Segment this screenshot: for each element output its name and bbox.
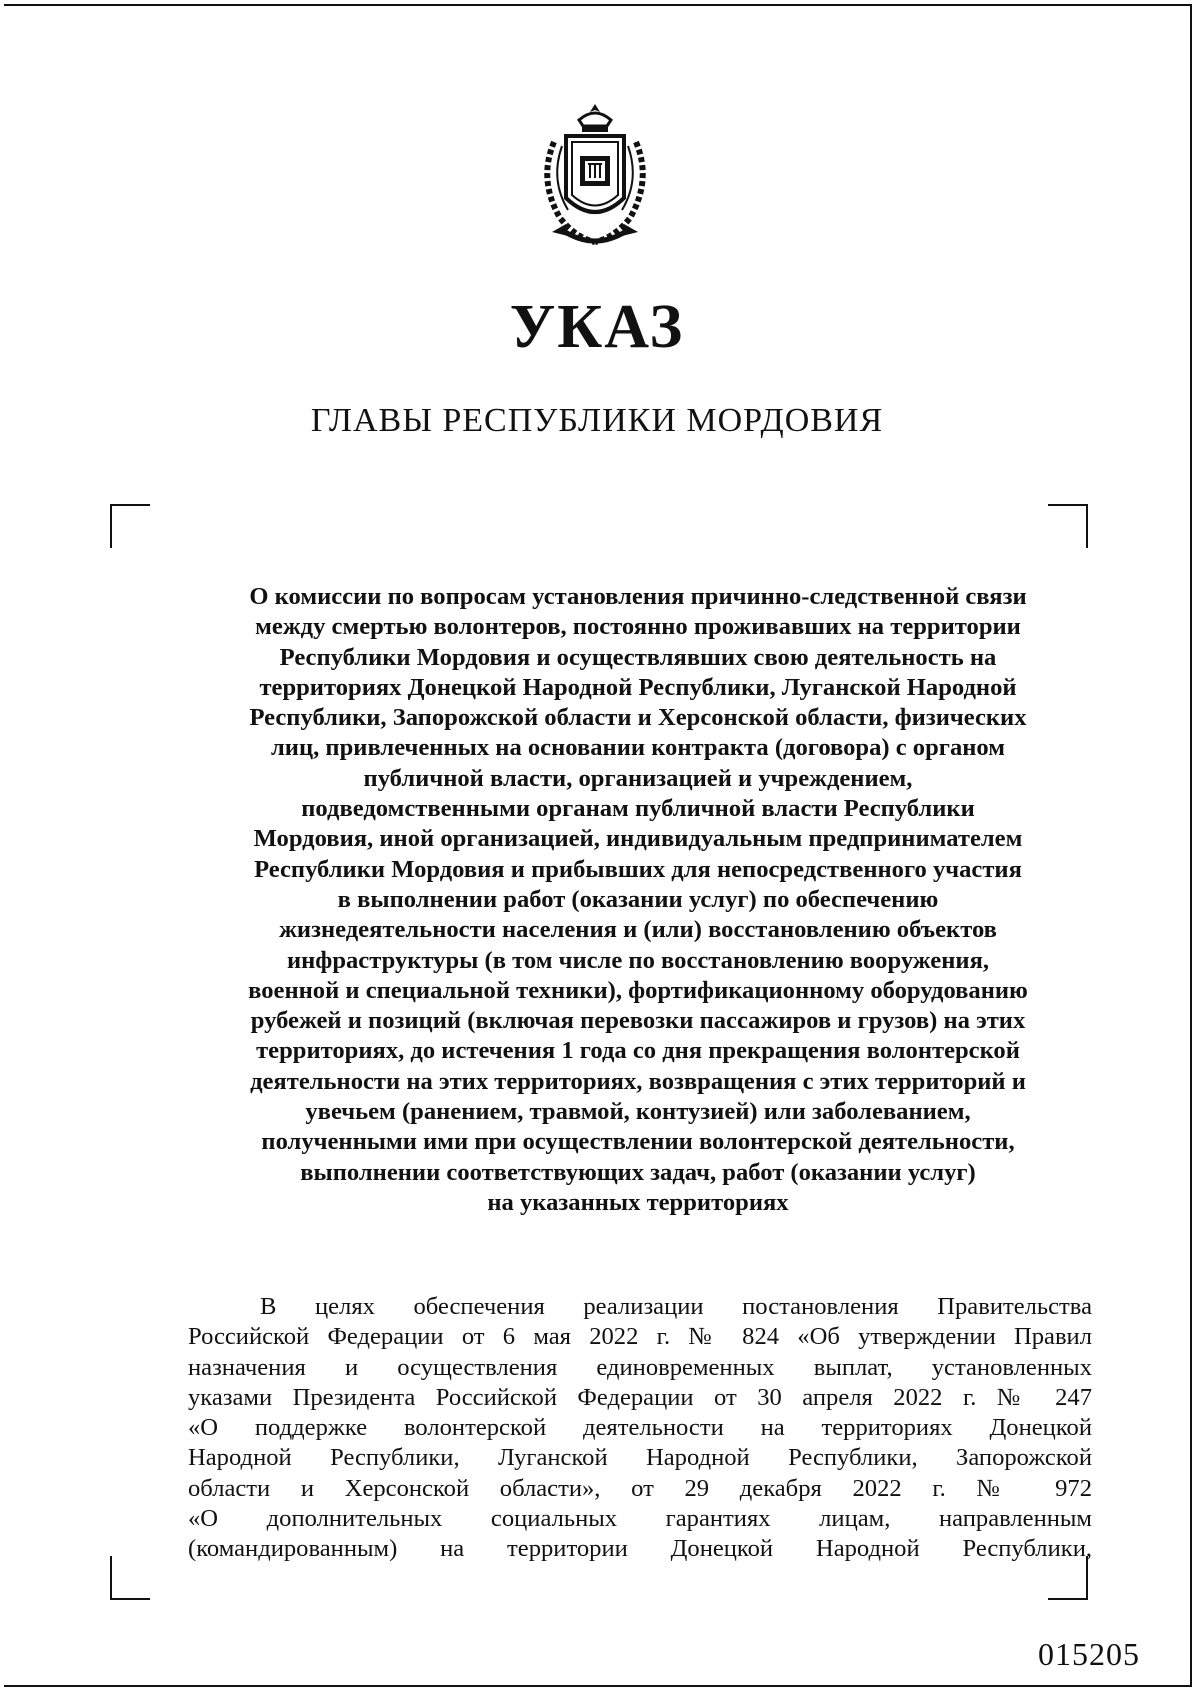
title-line: Мордовия, иной организацией, индивидуальным предпринимателем [253, 825, 1023, 853]
title-line: публичной власти, организацией и учреждением, [363, 764, 913, 792]
corner-mark-top-left [110, 504, 150, 548]
title-line: Республики Мордовия и прибывших для непосредственного участия [254, 855, 1022, 883]
title-line: Республики, Запорожской области и Херсонской области, физических [249, 704, 1027, 732]
title-line: полученными ими при осуществлении волонтерской деятельности, [261, 1128, 1015, 1156]
preamble-line: «О дополнительных социальных гарантиях лицам, направленным [188, 1505, 1092, 1533]
title-line: между смертью волонтеров, постоянно проживавших на территории [255, 613, 1021, 641]
preamble-line: назначения и осуществления единовременных выплат, установленных [188, 1353, 1092, 1381]
preamble-line: области и Херсонской области», от 29 декабря 2022 г. № 972 [188, 1474, 1092, 1502]
title-line: в выполнении работ (оказании услуг) по обеспечению [337, 885, 939, 913]
document-page [4, 4, 1192, 1687]
preamble-line: (командированным) на территории Донецкой Народной Республики, [188, 1535, 1092, 1563]
title-line: подведомственными органам публичной власти Республики [301, 795, 975, 823]
corner-mark-top-right [1048, 504, 1088, 548]
title-line: О комиссии по вопросам установления причинно-следственной связи [249, 583, 1027, 610]
title-line: территориях, до истечения 1 года со дня прекращения волонтерской [256, 1037, 1020, 1065]
form-serial-number: 015205 [1038, 1636, 1140, 1672]
decree-title [174, 582, 1102, 1218]
title-line: лиц, привлеченных на основании контракта (договора) с органом [270, 734, 1006, 762]
preamble-line: указами Президента Российской Федерации от 30 апреля 2022 г. № 247 [188, 1383, 1092, 1411]
preamble-line: Народной Республики, Луганской Народной Республики, Запорожской [188, 1444, 1092, 1472]
title-line: инфраструктуры (в том числе по восстановлению вооружения, [286, 946, 990, 974]
corner-mark-bottom-left [110, 1556, 150, 1600]
preamble-line: «О поддержке волонтерской деятельности на территориях Донецкой [188, 1414, 1092, 1442]
title-line: территориях Донецкой Народной Республики, Луганской Народной [259, 673, 1017, 701]
title-line: рубежей и позиций (включая перевозки пассажиров и грузов) на этих [250, 1007, 1026, 1035]
title-line: увечьем (ранением, травмой, контузией) или заболеванием, [305, 1098, 971, 1126]
title-line: жизнедеятельности населения и (или) восстановлению объектов [279, 916, 997, 944]
preamble-paragraph [188, 1292, 1092, 1565]
title-line: военной и специальной техники), фортификационному оборудованию [248, 976, 1028, 1004]
preamble-line: Российской Федерации от 6 мая 2022 г. № 824 «Об утверждении Правил [188, 1323, 1092, 1351]
title-line: выполнении соответствующих задач, работ (оказании услуг) [300, 1158, 976, 1186]
document-type: УКАЗ [509, 293, 685, 361]
title-line: на указанных территориях [487, 1188, 789, 1216]
coat-of-arms-emblem [532, 102, 658, 250]
issuing-authority: ГЛАВЫ РЕСПУБЛИКИ МОРДОВИЯ [310, 402, 884, 439]
title-line: Республики Мордовия и осуществлявших свою деятельность на [279, 643, 997, 671]
title-line: деятельности на этих территориях, возвращения с этих территорий и [250, 1067, 1026, 1095]
preamble-line: В целях обеспечения реализации постановления Правительства [260, 1293, 1092, 1320]
